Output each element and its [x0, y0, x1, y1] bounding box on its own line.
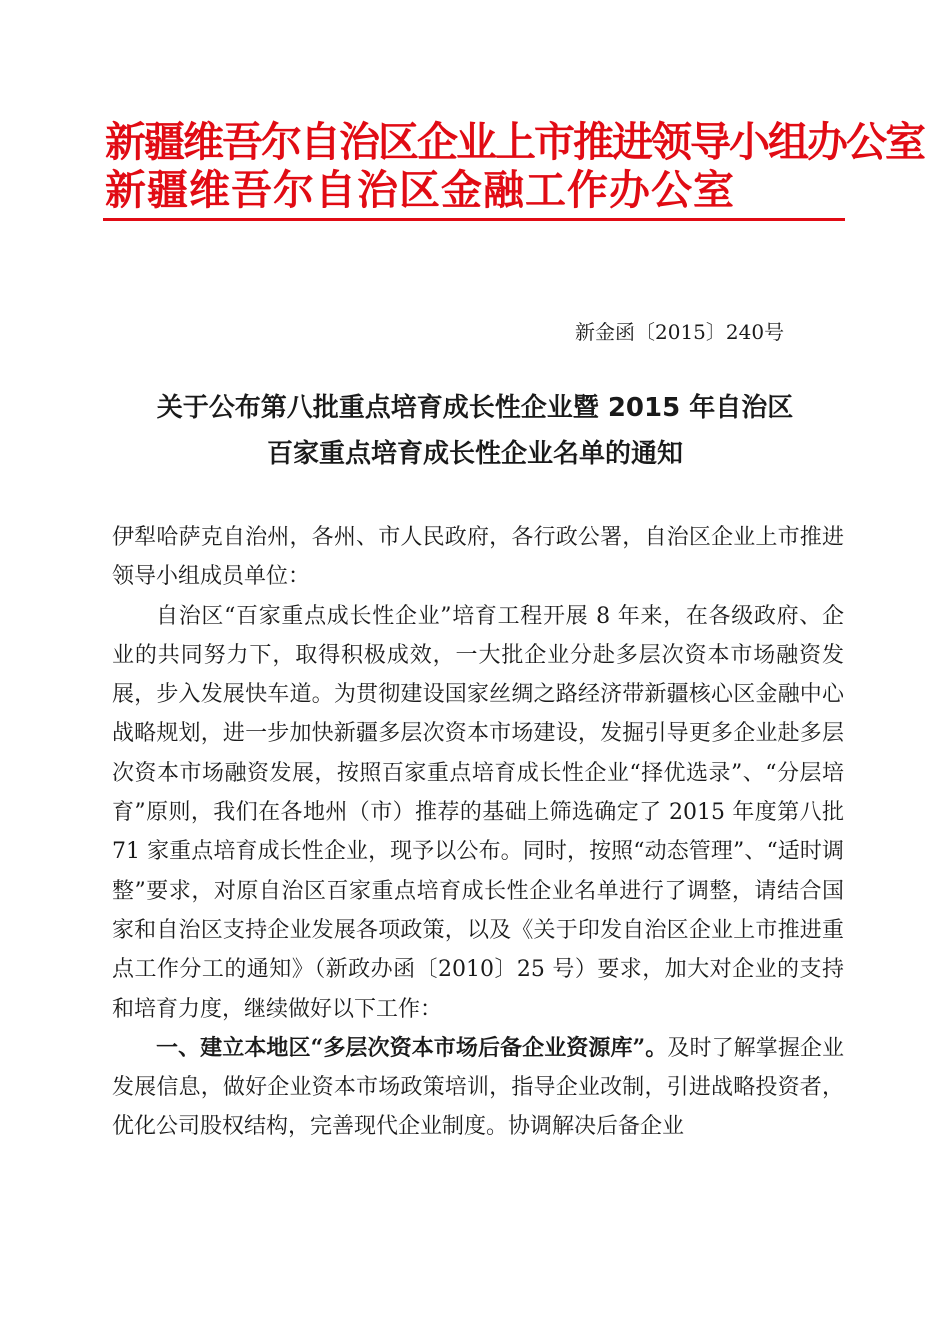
- item-1-text: 及时了解掌握企业发展信息，做好企业资本市场政策培训，指导企业改制，引进战略投资者，优化公司股权结构，完善现代企业制度。协调解决后备企业: [112, 1035, 844, 1140]
- letterhead: [105, 118, 924, 214]
- item-1-heading: 一、建立本地区“多层次资本市场后备企业资源库”。: [156, 1034, 668, 1061]
- salutation: 伊犁哈萨克自治州，各州、市人民政府，各行政公署，自治区企业上市推进领导小组成员单位：: [112, 525, 844, 590]
- document-title: [100, 385, 850, 477]
- document-body: [112, 518, 844, 1147]
- letterhead-divider: [103, 218, 845, 221]
- title-line-1: 关于公布第八批重点培育成长性企业暨 2015 年自治区: [156, 393, 794, 423]
- paragraph-intro: 自治区“百家重点成长性企业”培育工程开展 8 年来，在各级政府、企业的共同努力下，取得积极成效，一大批企业分赴多层次资本市场融资发展，步入发展快车道。为贯彻建设国家丝绸之路经济带新疆核心区金融中心战略规划，进一步加快新疆多层次资本市场建设，发掘引导更多企业赴多层次资本市场融资发展，按照百家重点培育成长性企业“择优选录”、“分层培育”原则，我们在各地州（市）推荐的基础上筛选确定了 2015 年度第八批 71 家重点培育成长性企业，现予以公布。同时，按照“动态管理”、“适时调整”要求，对原自治区百家重点培育成长性企业名单进行了调整，请结合国家和自治区支持企业发展各项政策，以及《关于印发自治区企业上市推进重点工作分工的通知》（新政办函〔2010〕25 号）要求，加大对企业的支持和培育力度，继续做好以下工作：: [112, 603, 844, 1022]
- document-number: 新金函〔2015〕240号: [575, 320, 785, 344]
- letterhead-line-2: 新疆维吾尔自治区金融工作办公室: [105, 166, 735, 214]
- paragraph-item-1: [112, 1029, 844, 1147]
- letterhead-line-1: 新疆维吾尔自治区企业上市推进领导小组办公室: [105, 118, 924, 166]
- title-line-2: 百家重点培育成长性企业名单的通知: [266, 439, 683, 469]
